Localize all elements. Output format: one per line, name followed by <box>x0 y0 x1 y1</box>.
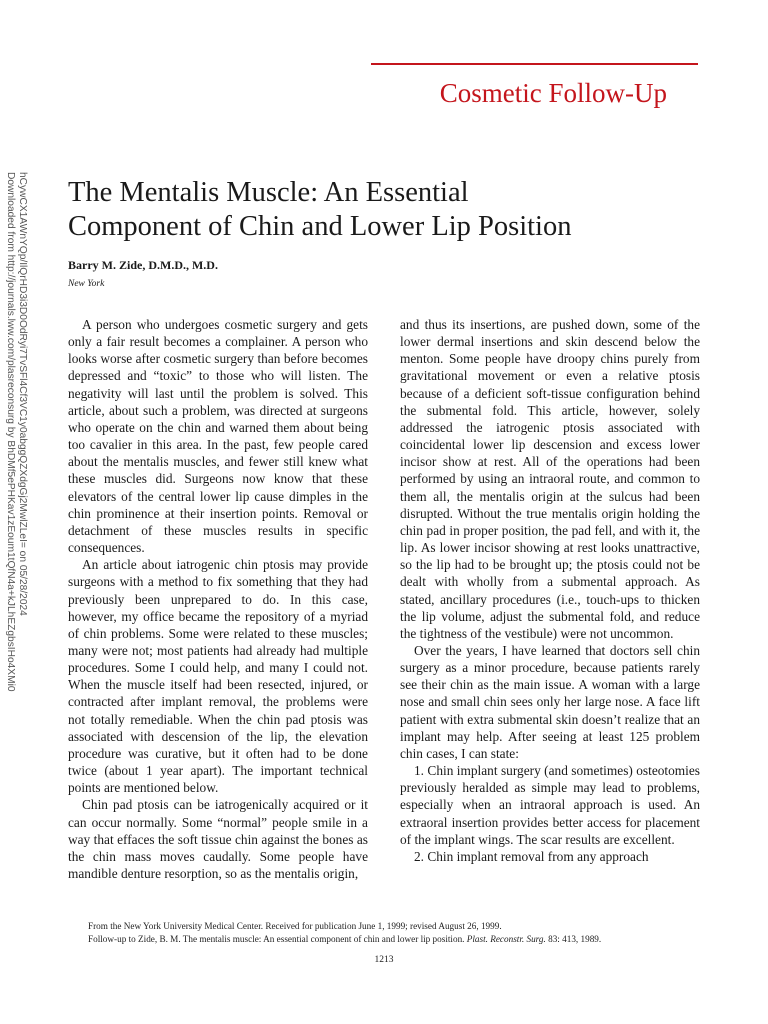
author-affiliation: New York <box>68 279 105 289</box>
paragraph: An article about iatrogenic chin ptosis may provide surgeons with a method to fix something that they had previously been unprepared to do. In this case, however, my office became the repository of a myriad of chin problems. Some were related to these muscles; many were not; most patients had already had multiple procedures. Some I could help, and many I could not. When the muscle itself had been resected, injured, or contracted after implant removal, the problems were not totally remediable. When the chin pad ptosis was associated with descension of the lip, the elevation procedure was curative, but it often had to be done twice (about 1 year apart). The important technical points are mentioned below. <box>68 557 368 796</box>
article-title <box>68 176 708 244</box>
list-item: 1. Chin implant surgery (and sometimes) osteotomies previously heralded as simple may lead to problems, especially when an intraoral approach is used. An extraoral insertion provides better access for placement of the implant wings. The scar results are excellent. <box>400 763 700 847</box>
paragraph: Chin pad ptosis can be iatrogenically acquired or it can occur normally. Some “normal” people smile in a way that effaces the soft tissue chin against the bones as the chin mass moves caudally. Some people have mandible denture resorption, so as the mentalis origin, <box>68 797 368 881</box>
list-item: 2. Chin implant removal from any approach <box>414 848 649 864</box>
article-title-line-1: The Mentalis Muscle: An Essential <box>68 177 469 208</box>
author-name: Barry M. Zide, D.M.D., M.D. <box>68 258 218 272</box>
article-title-line-2: Component of Chin and Lower Lip Position <box>68 211 572 242</box>
download-watermark <box>4 172 44 692</box>
body-column-left <box>68 316 368 882</box>
body-column-right <box>400 316 700 865</box>
paragraph: A person who undergoes cosmetic surgery and gets only a fair result becomes a complainer. A person who looks worse after cosmetic surgery than before becomes depressed and “toxic” to those who will listen. The negativity will last until the problem is solved. This article, about such a problem, was directed at surgeons who operate on the chin and warned them about being too cavalier in this area. In the past, few people cared about the mentalis muscles, and fewer still knew what these muscles did. Surgeons now know that these elevators of the central lower lip cause dimples in the chin prominence at their insertion points. Removal or detachment of these muscles results in specific consequences. <box>68 317 368 556</box>
page-number: 1213 <box>374 955 394 965</box>
footnote-citation: Follow-up to Zide, B. M. The mentalis muscle: An essential component of chin and lower lip position. <box>88 934 467 944</box>
watermark-line-1: Downloaded from http://journals.lww.com/plasreconsurg by BhDMf5ePHKav1zEoum1tQfN4a+kJLhEZgbsIHo4XMi0 <box>5 172 16 692</box>
footnote-volume: 83: 413, 1989. <box>545 934 602 944</box>
paragraph: Over the years, I have learned that doctors sell chin surgery as a minor procedure, because patients rarely see their chin as the main issue. A woman with a large nose and small chin sees only her large nose. A face lift patient with extra submental skin doesn’t realize that an implant may help. After seeing at least 125 problem chin cases, I can state: <box>400 642 700 761</box>
section-title: Cosmetic Follow-Up <box>439 78 667 108</box>
footnotes <box>88 920 728 946</box>
footnote-received: From the New York University Medical Center. Received for publication June 1, 1999; revised August 26, 1999. <box>88 921 502 931</box>
footnote-followup <box>88 933 728 946</box>
section-rule <box>371 63 698 65</box>
footnote-journal: Plast. Reconstr. Surg. <box>466 934 546 944</box>
paragraph: and thus its insertions, are pushed down, some of the lower dermal insertions and skin descend below the menton. Some people have droopy chins purely from gravitational movement or even a relative ptosis because of a deficient soft-tissue configuration behind the submental fold. This article, however, solely addressed the iatrogenic ptosis associated with coincidental lower lip descension and excess lower incisor show at rest. All of the operations had been performed by using an intraoral route, and common to them all, the mentalis origin at the sulcus had been disrupted. Without the true mentalis origin holding the chin pad in proper position, the pad fell, and with it, the lip. As lower incisor showing at rest looks unattractive, so the lip had to be brought up; the ptosis could not be dealt with wholly from a submental approach. As stated, ancillary procedures (i.e., touch-ups to thicken the lip volume, adjust the submental fold, and reduce the tightness of the vestibule) were not uncommon. <box>400 317 700 641</box>
watermark-line-2: hCywCX1AWnYQp/IlQrHD3i3D0OdRyi7TvSFl4Cf3VC1y0abggQZXdgGj2MwlZLeI= on 05/28/2024 <box>17 172 28 616</box>
